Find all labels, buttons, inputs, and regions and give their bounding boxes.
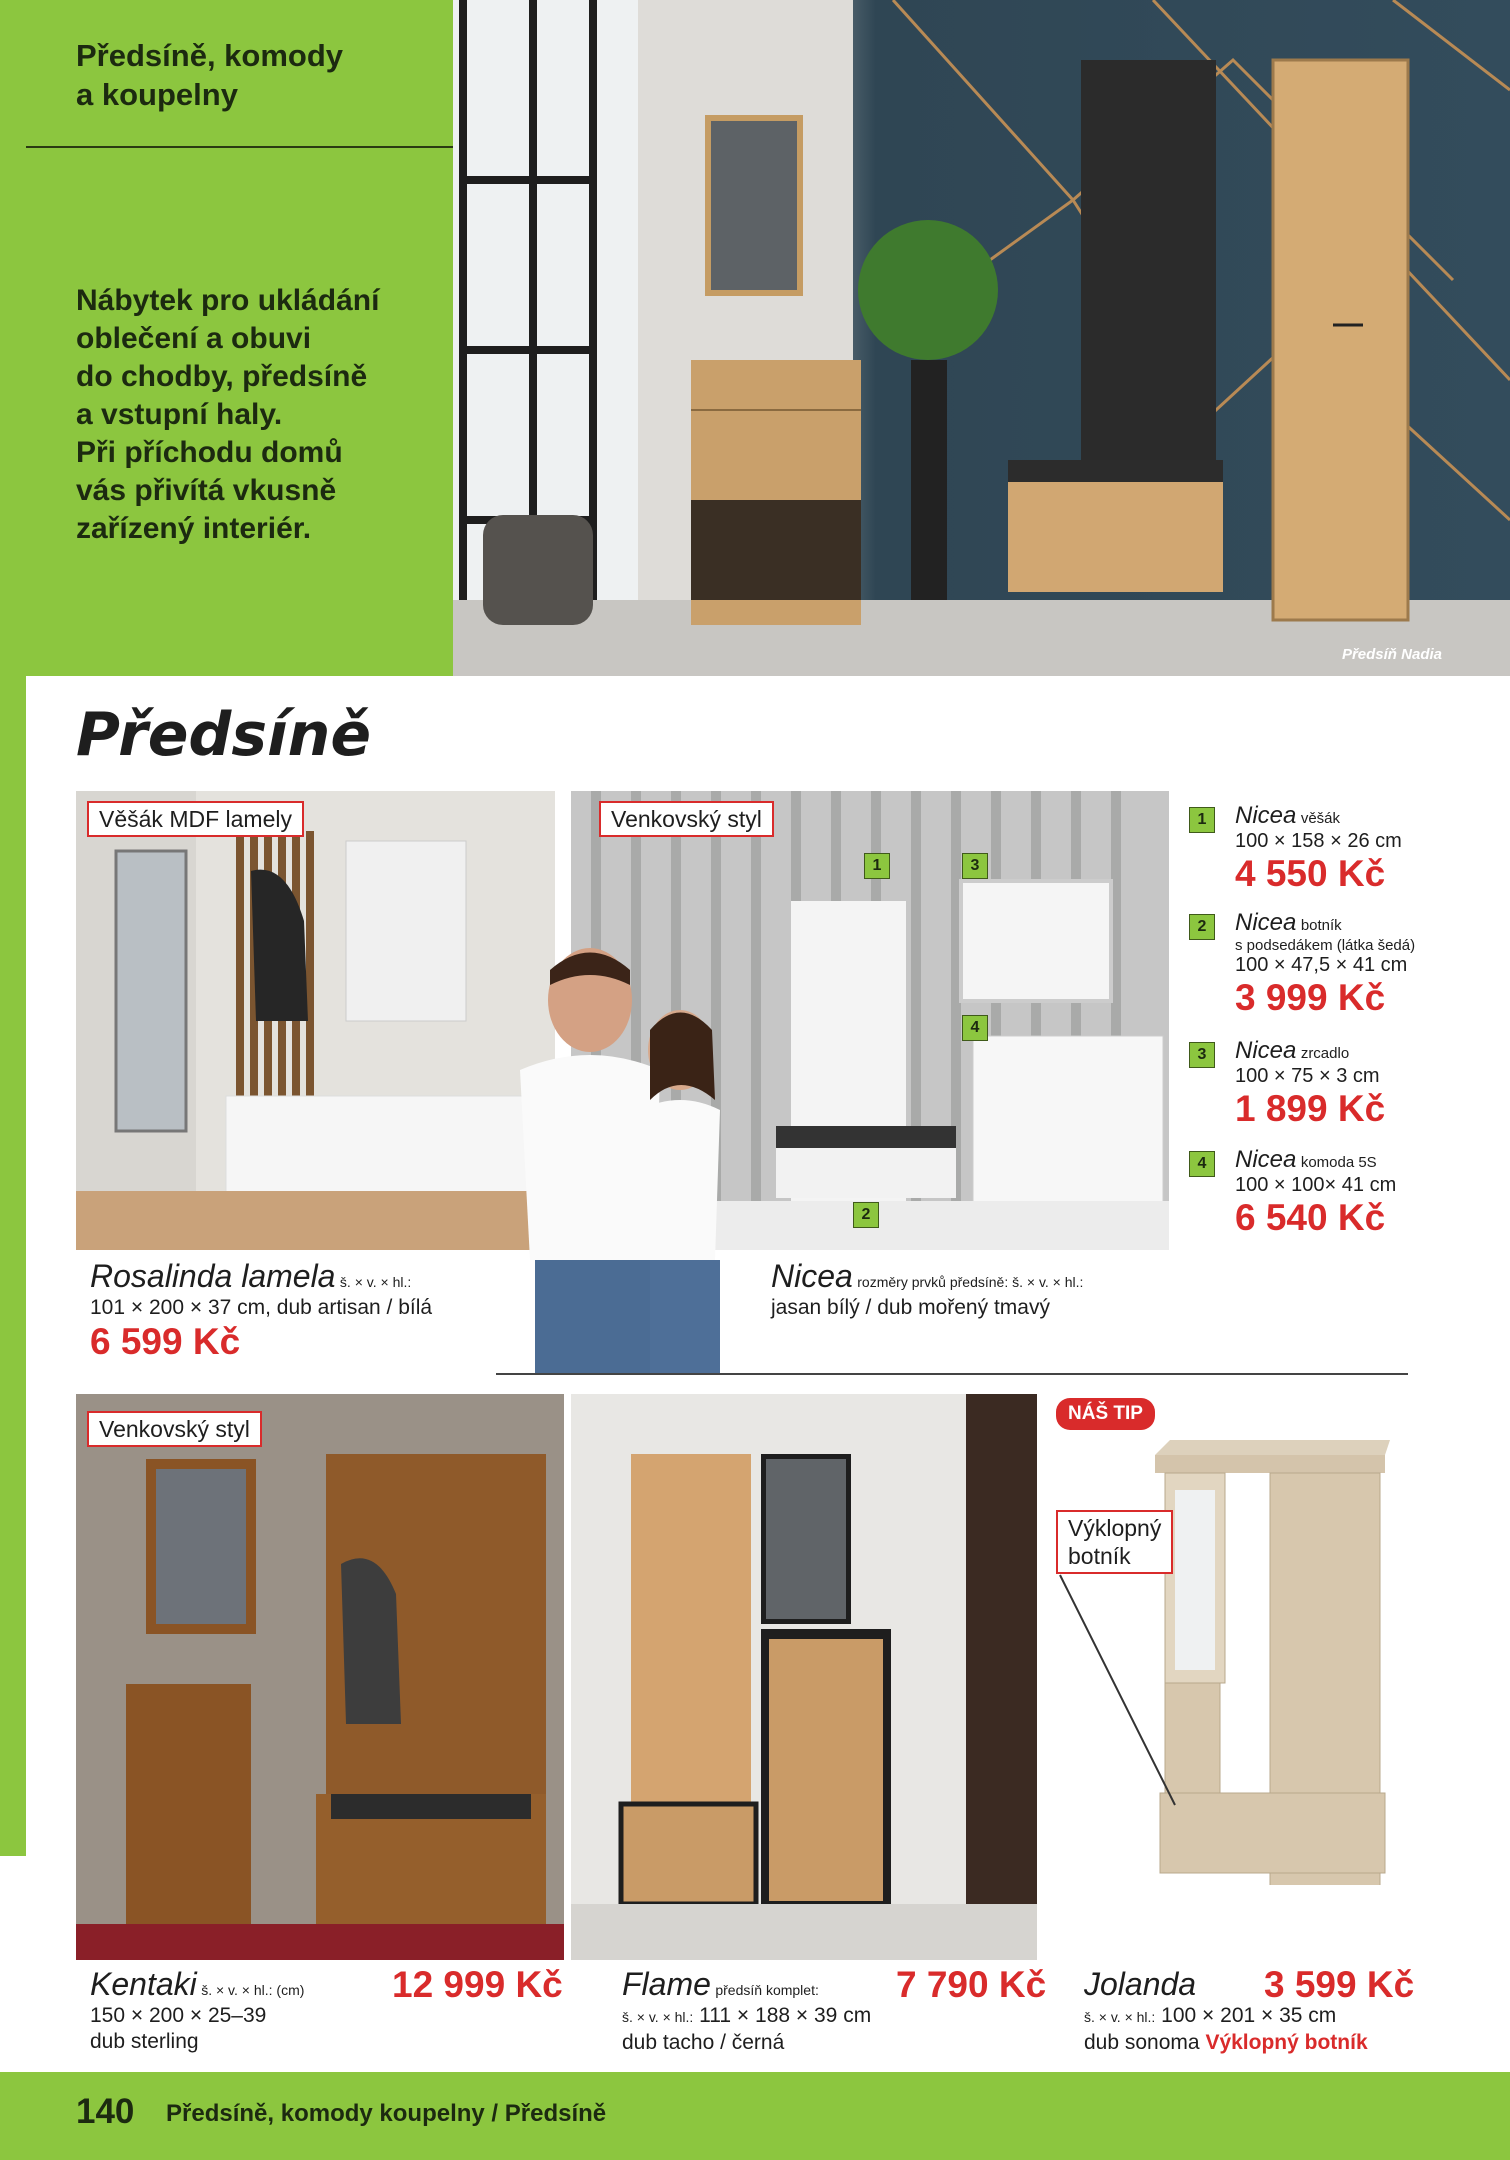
jolanda-tag: Výklopný botník bbox=[1056, 1510, 1173, 1574]
item-price: 6 540 Kč bbox=[1235, 1197, 1386, 1238]
nicea-badge-4: 4 bbox=[962, 1015, 988, 1041]
nicea-item-3 bbox=[1189, 1037, 1489, 1130]
dims-label: š. × v. × hl.: (cm) bbox=[201, 1982, 305, 1998]
dims-label: předsíň komplet: bbox=[715, 1982, 819, 1998]
jolanda-pointer-line bbox=[1050, 1570, 1180, 1820]
flame-price: 7 790 Kč bbox=[896, 1964, 1047, 2005]
green-side-strip bbox=[0, 676, 26, 1856]
item-type: komoda 5S bbox=[1300, 1154, 1377, 1171]
item-dims: 100 × 100× 41 cm bbox=[1235, 1174, 1397, 1196]
list-badge-1: 1 bbox=[1189, 807, 1215, 833]
nicea-item-1 bbox=[1189, 802, 1489, 895]
product-name: Jolanda bbox=[1084, 1966, 1197, 2002]
rosalinda-photo bbox=[76, 791, 555, 1250]
kentaki-photo bbox=[76, 1394, 564, 1960]
item-name: Nicea bbox=[1235, 802, 1297, 829]
product-name: Kentaki bbox=[90, 1966, 197, 2002]
dims-label-2: š. × v. × hl.: bbox=[622, 2009, 694, 2025]
product-dims: 150 × 200 × 25–39 bbox=[90, 2004, 267, 2027]
list-badge-3: 3 bbox=[1189, 1042, 1215, 1068]
product-desc: dub sonoma bbox=[1084, 2031, 1200, 2054]
product-price: 6 599 Kč bbox=[90, 1321, 241, 1362]
nicea-tag: Venkovský styl bbox=[599, 801, 774, 837]
item-price: 4 550 Kč bbox=[1235, 853, 1386, 894]
kentaki-price: 12 999 Kč bbox=[392, 1964, 563, 2005]
page-number: 140 bbox=[76, 2092, 135, 2131]
nicea-caption bbox=[771, 1258, 1191, 1321]
rosalinda-tag: Věšák MDF lamely bbox=[87, 801, 304, 837]
product-dims: 111 × 188 × 39 cm bbox=[699, 2004, 872, 2027]
section-title: Předsíně bbox=[76, 700, 372, 770]
hero-caption: Předsíň Nadia bbox=[1341, 646, 1442, 663]
hero-photo bbox=[453, 0, 1510, 676]
product-desc: dub tacho / černá bbox=[622, 2031, 785, 2054]
dims-label: š. × v. × hl.: bbox=[1084, 2009, 1156, 2025]
rosalinda-caption bbox=[90, 1258, 510, 1363]
product-desc: jasan bílý / dub mořený tmavý bbox=[771, 1296, 1050, 1319]
item-type: botník bbox=[1300, 917, 1342, 934]
product-desc: dub sterling bbox=[90, 2030, 199, 2053]
nas-tip-badge: NÁŠ TIP bbox=[1056, 1398, 1155, 1430]
nicea-item-2 bbox=[1189, 909, 1489, 1019]
item-price: 3 999 Kč bbox=[1235, 977, 1386, 1018]
nicea-badge-1: 1 bbox=[864, 853, 890, 879]
intro-text: Nábytek pro ukládání oblečení a obuvi do chodby, předsíně a vstupní haly. Při příchodu domů vás přivítá vkusně zařízený interiér. bbox=[76, 284, 380, 545]
nicea-badge-2: 2 bbox=[853, 1202, 879, 1228]
product-name: Flame bbox=[622, 1966, 711, 2002]
category-title: Předsíně, komody a koupelny bbox=[76, 38, 344, 112]
item-type: zrcadlo bbox=[1300, 1045, 1350, 1062]
jolanda-price: 3 599 Kč bbox=[1264, 1964, 1415, 2005]
item-name: Nicea bbox=[1235, 1146, 1297, 1173]
couple-illustration bbox=[490, 940, 750, 1375]
product-name: Rosalinda lamela bbox=[90, 1258, 336, 1294]
kentaki-tag: Venkovský styl bbox=[87, 1411, 262, 1447]
list-badge-4: 4 bbox=[1189, 1151, 1215, 1177]
item-name: Nicea bbox=[1235, 1037, 1297, 1064]
dims-label: rozměry prvků předsíně: š. × v. × hl.: bbox=[857, 1274, 1084, 1290]
flame-photo bbox=[571, 1394, 1037, 1960]
feature-label: Výklopný botník bbox=[1205, 2031, 1368, 2054]
flame-caption bbox=[622, 1966, 922, 2056]
section-divider bbox=[496, 1373, 1408, 1375]
item-name: Nicea bbox=[1235, 909, 1297, 936]
product-dims: 100 × 201 × 35 cm bbox=[1161, 2004, 1337, 2027]
item-dims: 100 × 47,5 × 41 cm bbox=[1235, 954, 1408, 976]
item-dims: 100 × 158 × 26 cm bbox=[1235, 830, 1402, 852]
dims-label: š. × v. × hl.: bbox=[339, 1274, 412, 1290]
product-desc: 101 × 200 × 37 cm, dub artisan / bílá bbox=[90, 1296, 433, 1319]
item-price: 1 899 Kč bbox=[1235, 1088, 1386, 1129]
nicea-item-4 bbox=[1189, 1146, 1489, 1239]
item-dims: 100 × 75 × 3 cm bbox=[1235, 1065, 1380, 1087]
nicea-badge-3: 3 bbox=[962, 853, 988, 879]
list-badge-2: 2 bbox=[1189, 914, 1215, 940]
item-sub: s podsedákem (látka šedá) bbox=[1235, 937, 1416, 954]
product-name: Nicea bbox=[771, 1258, 853, 1294]
item-type: věšák bbox=[1300, 810, 1340, 827]
breadcrumb: Předsíně, komody koupelny / Předsíně bbox=[166, 2100, 607, 2127]
